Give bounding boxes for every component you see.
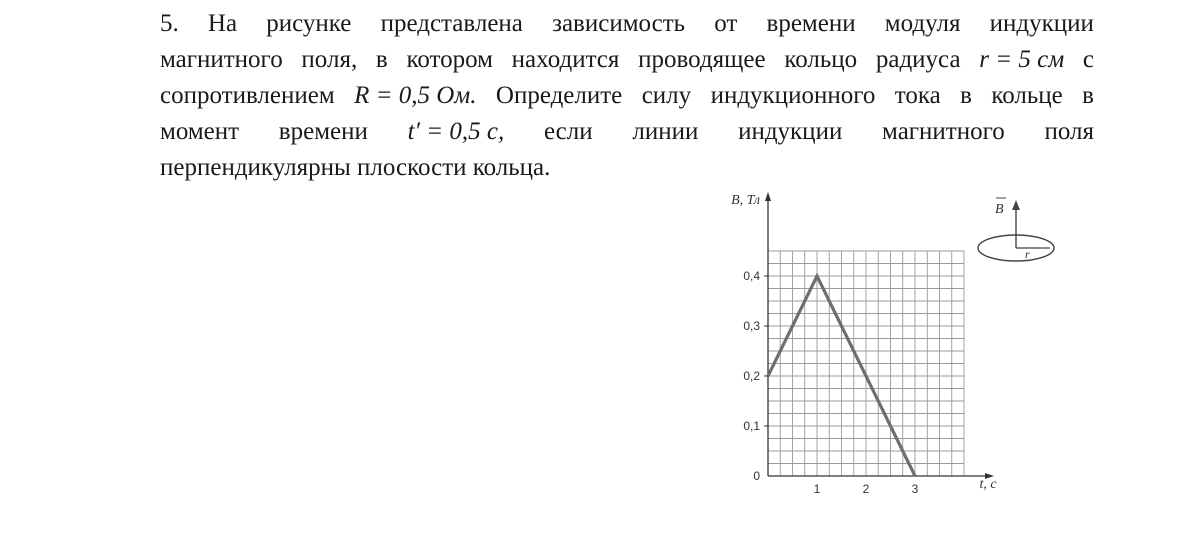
resistance-value: R = 0,5 Ом. (354, 82, 477, 109)
y-tick-label: 0,4 (743, 269, 760, 283)
chart-grid (768, 251, 964, 476)
problem-line-2: магнитного поля, в котором находится проводящее кольцо радиуса r = 5 см с (160, 42, 1094, 78)
time-value: t′ = 0,5 с, (407, 118, 505, 145)
b-vs-t-chart (700, 186, 1080, 506)
x-tick-label: 2 (862, 482, 870, 496)
radius-label: r (1025, 247, 1030, 261)
problem-line-3: сопротивлением R = 0,5 Ом. Определите силу индукционного тока в кольце в (160, 78, 1094, 114)
y-tick-label: 0,3 (743, 319, 760, 333)
y-axis-arrow (765, 192, 771, 201)
b-vector-arrowhead (1012, 200, 1020, 210)
ring-inset (978, 198, 1054, 261)
problem-text (160, 6, 1094, 186)
y-tick-label: 0,2 (743, 369, 760, 383)
chart-axes (765, 192, 994, 479)
radius-value: r = 5 см (979, 46, 1065, 73)
y-tick-label: 0 (753, 469, 760, 483)
problem-line-5: перпендикулярны плоскости кольца. (160, 154, 551, 181)
problem-line-1: 5. На рисунке представлена зависимость от времени модуля индукции (160, 6, 1094, 42)
problem-number: 5. (160, 10, 179, 37)
y-axis-label: B, Тл (731, 193, 760, 208)
b-vector-label: B (995, 202, 1004, 217)
y-tick-label: 0,1 (743, 419, 760, 433)
x-tick-label: 3 (911, 482, 919, 496)
problem-line-4: момент времени t′ = 0,5 с, если линии индукции магнитного поля (160, 114, 1094, 150)
x-tick-label: 1 (813, 482, 821, 496)
x-axis-label: t, с (979, 477, 997, 492)
